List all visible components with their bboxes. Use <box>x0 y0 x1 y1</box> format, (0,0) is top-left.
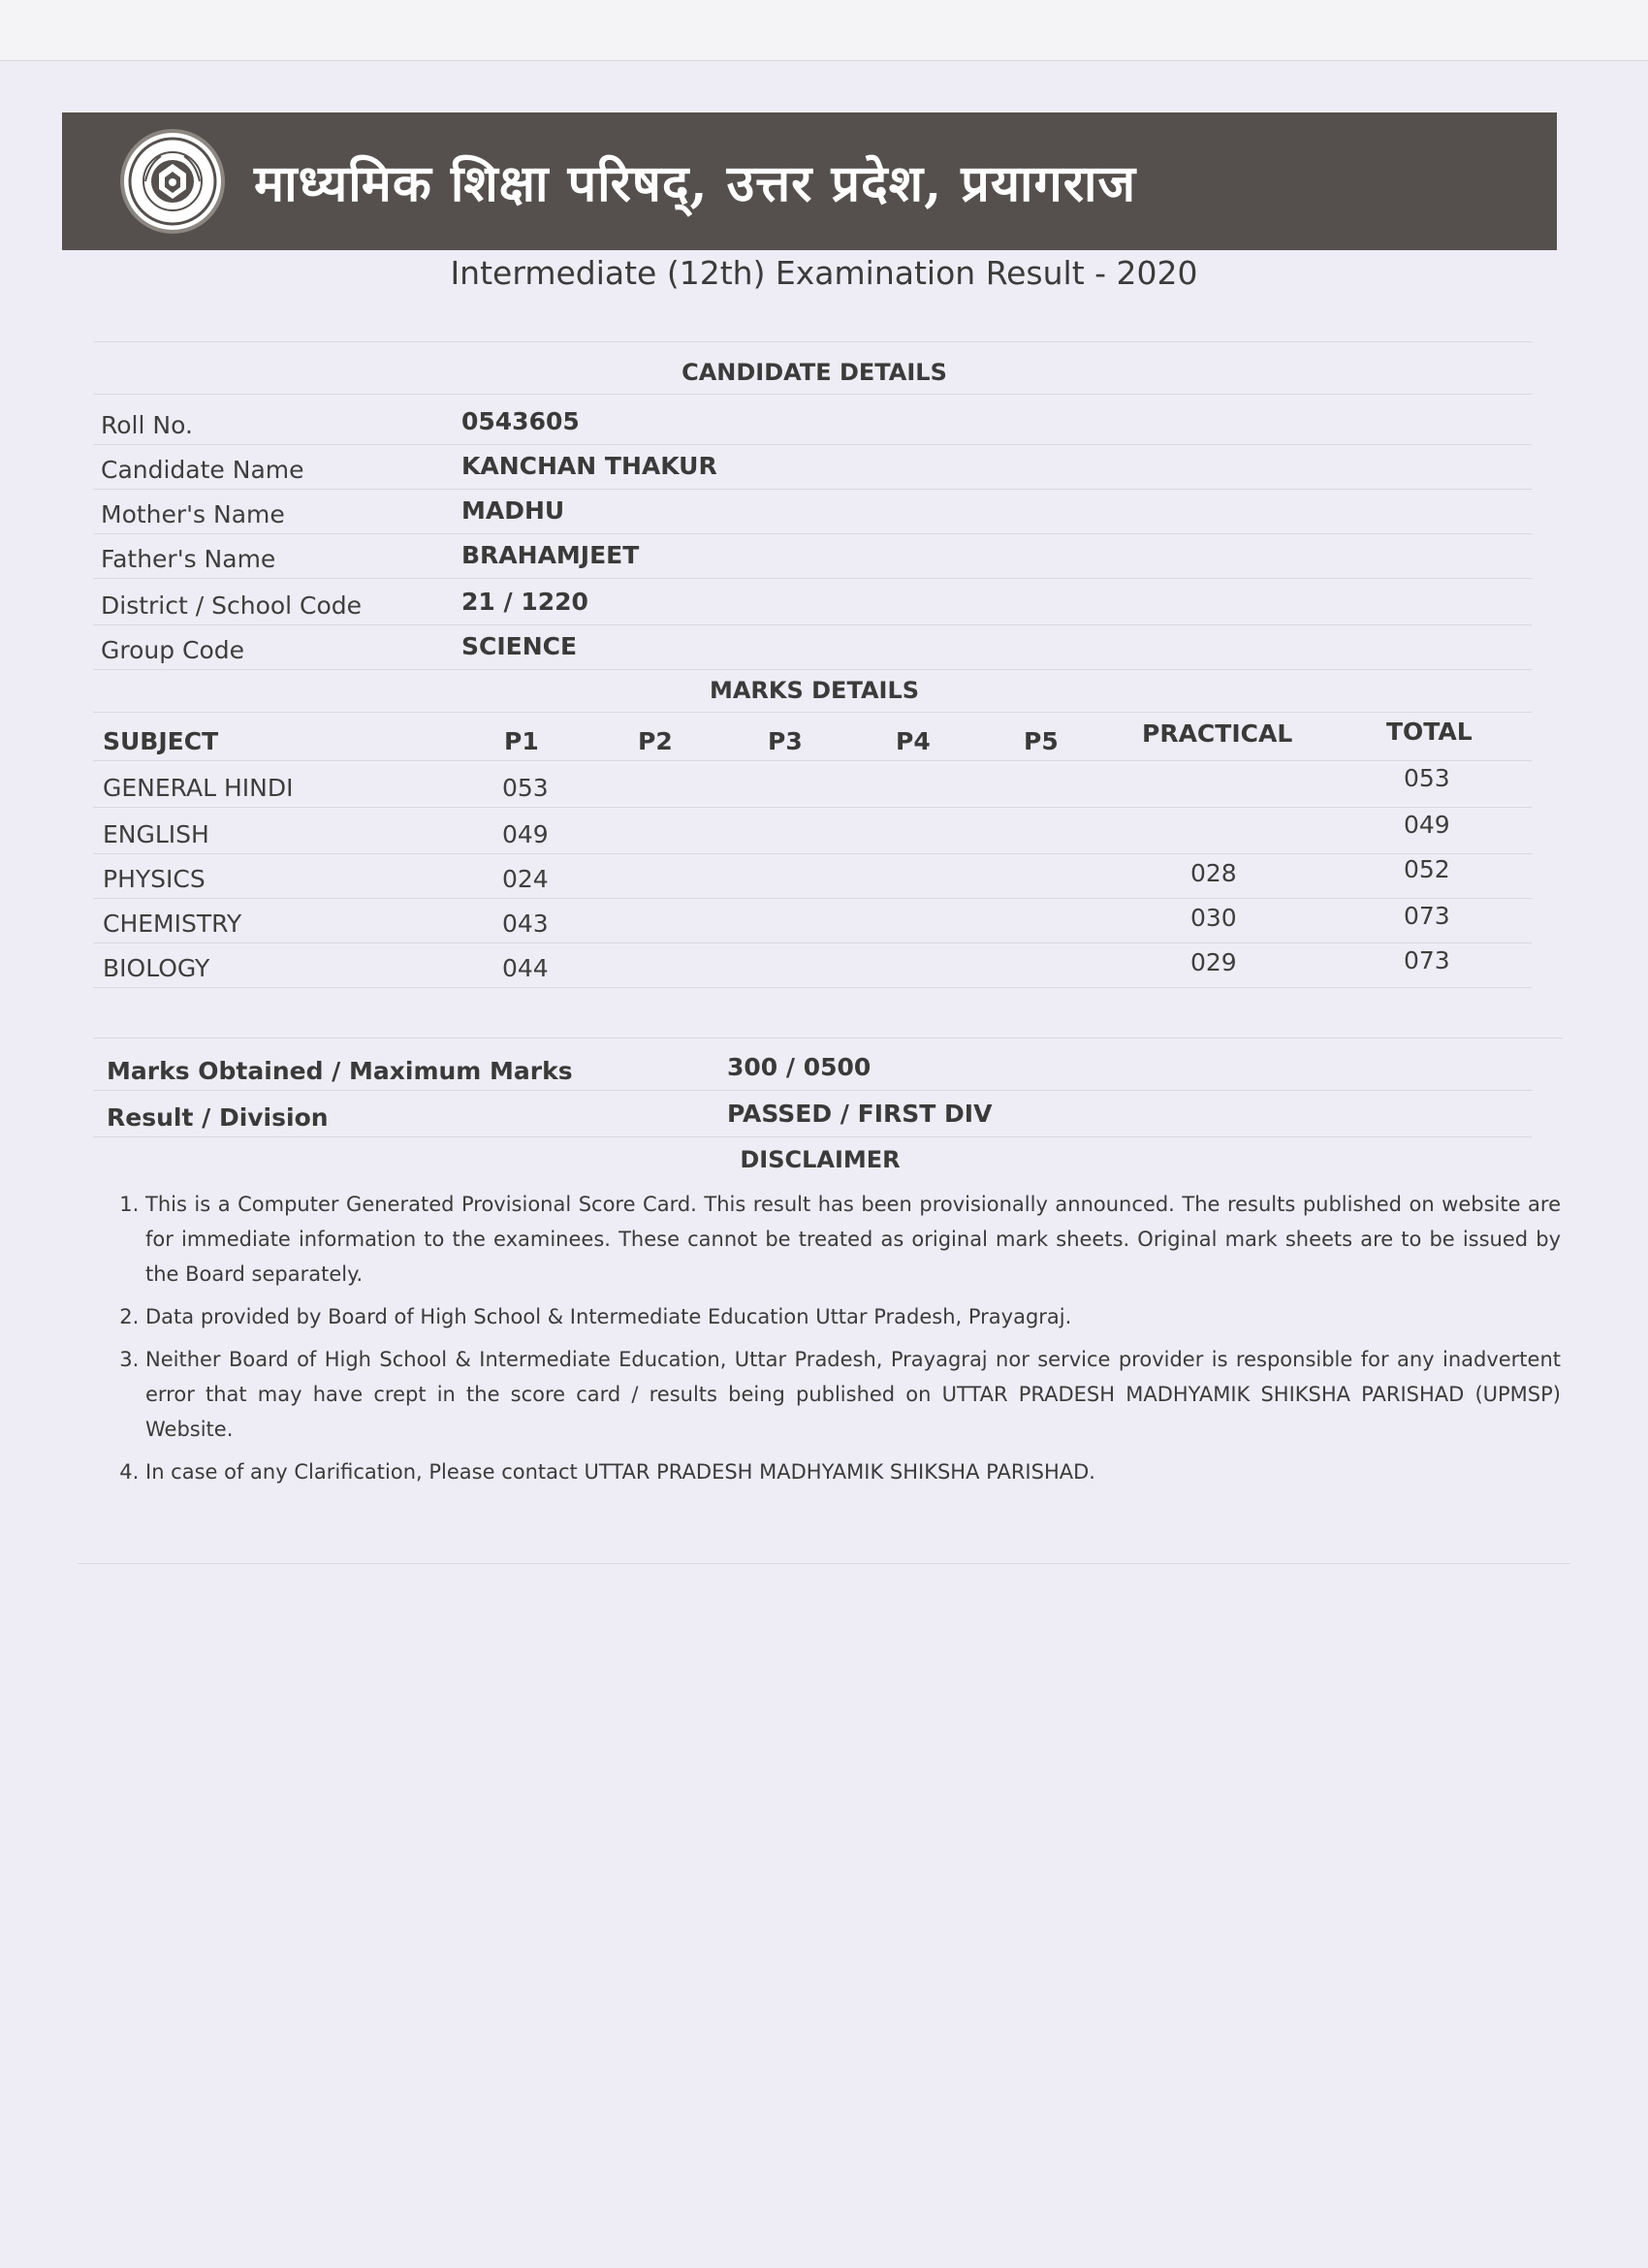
subject-cell: ENGLISH <box>103 820 209 848</box>
divider <box>93 807 1532 808</box>
divider <box>93 533 1532 534</box>
detail-value: BRAHAMJEET <box>461 541 640 569</box>
result-value: PASSED / FIRST DIV <box>727 1100 993 1128</box>
detail-label: Father's Name <box>101 545 276 573</box>
marks-obtained-value: 300 / 0500 <box>727 1053 872 1081</box>
detail-value: KANCHAN THAKUR <box>461 452 717 480</box>
detail-value: 21 / 1220 <box>461 588 588 616</box>
p1-cell: 044 <box>502 954 549 982</box>
p1-cell: 049 <box>502 820 549 848</box>
divider <box>93 942 1532 943</box>
divider <box>93 341 1532 342</box>
exam-title: Intermediate (12th) Examination Result - 2020 <box>450 254 1198 292</box>
practical-cell: 028 <box>1190 859 1237 887</box>
divider <box>93 669 1532 670</box>
total-cell: 053 <box>1404 764 1450 792</box>
marks-obtained-label: Marks Obtained / Maximum Marks <box>107 1057 573 1085</box>
col-p5: P5 <box>1024 727 1059 755</box>
divider <box>93 1136 1532 1137</box>
divider <box>93 853 1532 854</box>
col-p1: P1 <box>504 727 539 755</box>
disclaimer-item: 2. Data provided by Board of High School & Intermediate Education Uttar Pradesh, Prayagraj. <box>145 1299 1561 1334</box>
divider <box>93 624 1532 625</box>
divider <box>78 1563 1570 1564</box>
divider <box>93 394 1532 395</box>
disclaimer-item: 1. This is a Computer Generated Provisional Score Card. This result has been provisionally announced. The results published on website are for immediate information to the examinees. These cannot be treated as original mark sheets. Original mark sheets are to be issued by the Board separately. <box>145 1187 1561 1292</box>
p1-cell: 024 <box>502 865 549 893</box>
col-p2: P2 <box>638 727 673 755</box>
divider <box>93 760 1532 761</box>
p1-cell: 043 <box>502 910 549 938</box>
p1-cell: 053 <box>502 774 549 802</box>
divider <box>93 712 1532 713</box>
disclaimer-heading: DISCLAIMER <box>740 1146 901 1173</box>
divider <box>93 444 1532 445</box>
result-label: Result / Division <box>107 1103 329 1132</box>
col-p4: P4 <box>896 727 931 755</box>
practical-cell: 029 <box>1190 948 1237 976</box>
detail-label: Roll No. <box>101 411 193 439</box>
divider <box>93 1090 1532 1091</box>
detail-label: Candidate Name <box>101 456 304 484</box>
marks-details-heading: MARKS DETAILS <box>709 677 920 704</box>
detail-value: 0543605 <box>461 407 580 435</box>
disclaimer-item: 4. In case of any Clarification, Please contact UTTAR PRADESH MADHYAMIK SHIKSHA PARISHAD. <box>145 1454 1561 1489</box>
detail-label: District / School Code <box>101 591 363 620</box>
disclaimer-item: 3. Neither Board of High School & Intermediate Education, Uttar Pradesh, Prayagraj nor service provider is responsible for any inadvertent error that may have crept in the score card / results being published on UTTAR PRADESH MADHYAMIK SHIKSHA PARISHAD (UPMSP) Website. <box>145 1342 1561 1447</box>
board-title: माध्यमिक शिक्षा परिषद्, उत्तर प्रदेश, प्रयागराज <box>254 153 1137 213</box>
total-cell: 052 <box>1404 855 1450 883</box>
divider <box>93 578 1532 579</box>
detail-value: SCIENCE <box>461 632 578 660</box>
col-p3: P3 <box>768 727 803 755</box>
detail-label: Group Code <box>101 636 245 664</box>
divider <box>93 898 1532 899</box>
practical-cell: 030 <box>1190 904 1237 932</box>
disclaimer-list <box>111 1187 1561 1497</box>
subject-cell: GENERAL HINDI <box>103 774 294 802</box>
total-cell: 073 <box>1404 946 1450 974</box>
detail-value: MADHU <box>461 496 565 525</box>
detail-label: Mother's Name <box>101 500 285 528</box>
candidate-details-heading: CANDIDATE DETAILS <box>681 359 947 386</box>
total-cell: 049 <box>1404 811 1450 839</box>
col-total: TOTAL <box>1386 718 1473 746</box>
subject-cell: CHEMISTRY <box>103 910 242 938</box>
upmsp-emblem-icon <box>120 129 225 234</box>
divider <box>93 489 1532 490</box>
col-subject: SUBJECT <box>103 727 219 755</box>
col-practical: PRACTICAL <box>1142 719 1293 748</box>
header-banner <box>62 112 1557 250</box>
total-cell: 073 <box>1404 902 1450 930</box>
subject-cell: PHYSICS <box>103 865 206 893</box>
subject-cell: BIOLOGY <box>103 954 210 982</box>
divider <box>93 987 1532 988</box>
